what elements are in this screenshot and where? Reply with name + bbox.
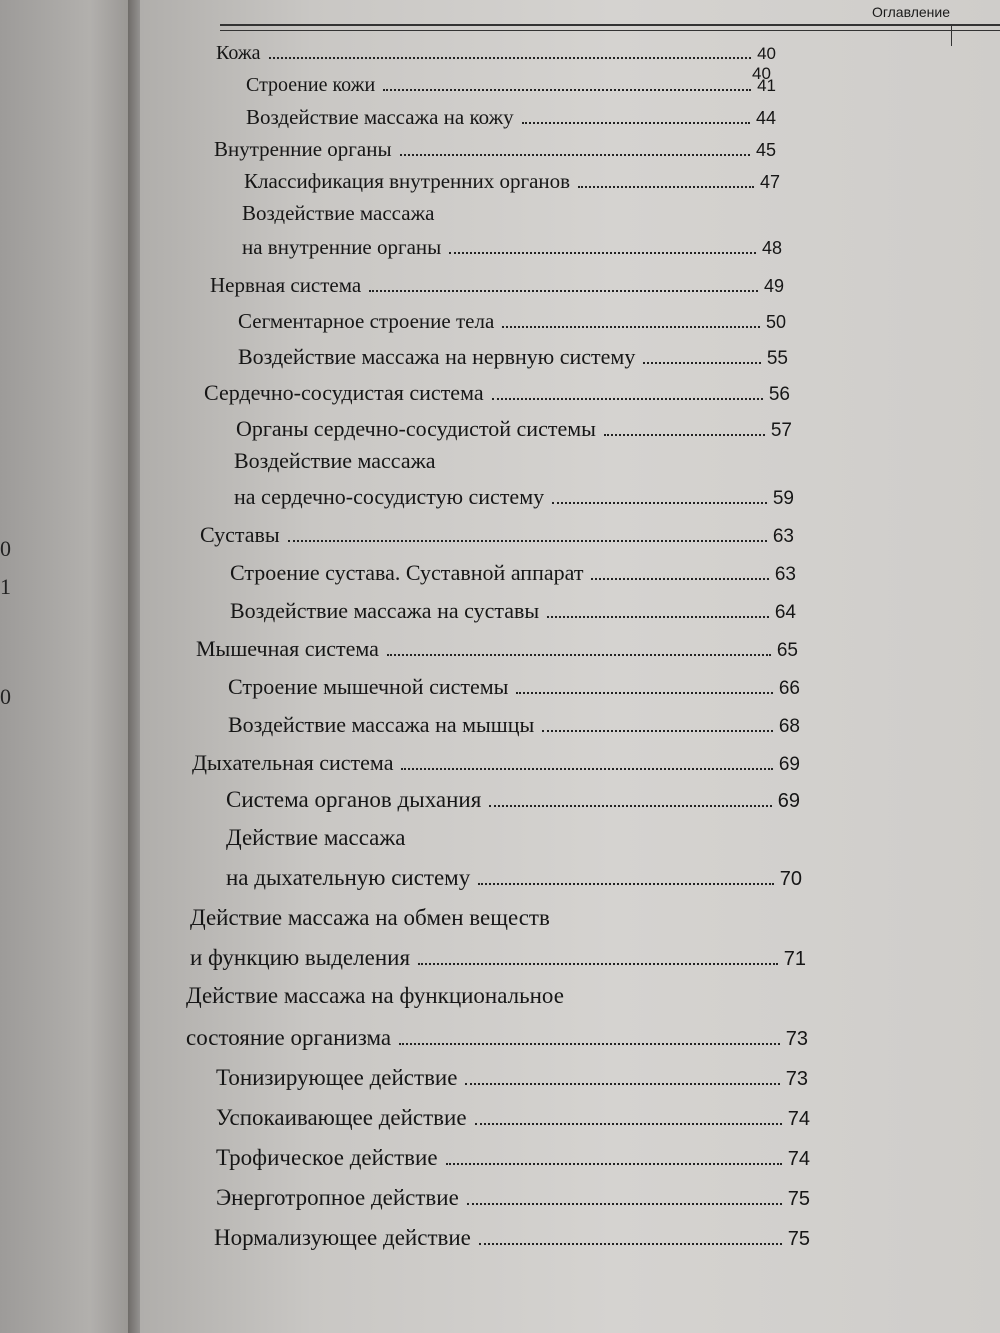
toc-entry-title: Классификация внутренних органов (244, 169, 571, 193)
toc-entry-title: Сердечно-сосудистая система (204, 380, 484, 405)
toc-entry-title: Воздействие массажа на суставы (230, 598, 540, 623)
toc-page-number: 75 (787, 1188, 810, 1210)
toc-entry[interactable] (200, 522, 794, 548)
toc-page-number: 74 (787, 1108, 810, 1130)
dot-leader (604, 434, 765, 436)
dot-leader (492, 398, 763, 400)
toc-page-number: 44 (755, 108, 776, 128)
left-page-number: 1 (0, 574, 11, 599)
toc-page-number: 73 (785, 1028, 808, 1050)
toc-page-number: 64 (774, 602, 796, 623)
toc-entry-title: Внутренние органы (214, 137, 392, 161)
dot-leader (552, 502, 767, 504)
toc-entry-title-line: Действие массажа (226, 825, 406, 850)
toc-entry-title: Строение мышечной системы (228, 674, 509, 699)
dot-leader (467, 1203, 782, 1205)
book-page (140, 0, 1000, 1333)
toc-entry[interactable] (214, 1225, 810, 1251)
toc-page-number: 73 (785, 1068, 808, 1090)
dot-leader (269, 57, 752, 59)
running-head: Оглавление (871, 4, 950, 20)
dot-leader (369, 290, 758, 292)
toc-entry-title-line: Действие массажа на функциональное (186, 983, 564, 1008)
toc-entry-title: Нервная система (210, 273, 362, 297)
toc-entry[interactable] (196, 636, 798, 662)
toc-entry-title-line: Воздействие массажа (242, 201, 435, 225)
dot-leader (400, 154, 750, 156)
dot-leader (479, 1243, 782, 1245)
toc-entry-title-line: Воздействие массажа (234, 448, 436, 473)
toc-page-number: 45 (755, 140, 776, 160)
dot-leader (522, 122, 750, 124)
dot-leader (643, 362, 761, 364)
toc-page-number: 59 (772, 488, 794, 509)
toc-page-number: 71 (783, 948, 806, 970)
dot-leader (383, 89, 751, 91)
toc-entry[interactable] (246, 105, 776, 130)
toc-entry[interactable] (204, 380, 790, 406)
toc-entry-title: Строение кожи (246, 74, 376, 96)
toc-entry-title-line: Действие массажа на обмен веществ (190, 905, 550, 930)
dot-leader (387, 654, 771, 656)
dot-leader (547, 616, 769, 618)
toc-entry-title: на сердечно-сосудистую систему (234, 484, 545, 509)
toc-entry-title: Строение сустава. Суставной аппарат (230, 560, 584, 585)
toc-entry[interactable] (214, 137, 776, 162)
dot-leader (465, 1083, 779, 1085)
toc-entry[interactable] (230, 598, 796, 624)
toc-entry[interactable] (246, 74, 776, 97)
toc-page-number: 69 (778, 754, 800, 775)
dot-leader (446, 1163, 782, 1165)
dot-leader (475, 1123, 782, 1125)
toc-entry[interactable] (228, 712, 800, 738)
dot-leader (591, 578, 768, 580)
toc-page-number: 56 (768, 384, 790, 405)
toc-entry-title: Система органов дыхания (226, 787, 482, 812)
toc-page-number: 70 (779, 868, 802, 890)
toc-page-number: 66 (778, 678, 800, 699)
toc-entry[interactable] (226, 787, 800, 813)
toc-entry-title: Суставы (200, 522, 280, 547)
dot-leader (516, 692, 772, 694)
toc-page-number: 50 (765, 312, 786, 332)
toc-page-number: 74 (787, 1148, 810, 1170)
toc-entry[interactable] (238, 309, 786, 334)
toc-page-number: 69 (777, 790, 800, 812)
toc-entry-title: на дыхательную систему (226, 865, 471, 890)
toc-entry[interactable] (190, 945, 806, 971)
toc-page-number: 47 (759, 172, 780, 192)
left-page-number: 0 (0, 684, 11, 709)
dot-leader (399, 1043, 780, 1045)
toc-page-number: 48 (761, 238, 782, 258)
toc-entry-title: на внутренние органы (242, 235, 442, 259)
dot-leader (502, 326, 760, 328)
toc-entry-title: Энерготропное действие (216, 1185, 459, 1210)
toc-entry[interactable] (244, 169, 780, 194)
toc-entry-title: Воздействие массажа на кожу (246, 105, 514, 129)
dot-leader (578, 186, 754, 188)
toc-entry-title: Трофическое действие (216, 1145, 438, 1170)
toc-entry[interactable] (226, 865, 802, 891)
toc-page-number: 40 (752, 64, 771, 83)
toc-entry[interactable] (216, 1065, 808, 1091)
toc-entry-title: Воздействие массажа на мышцы (228, 712, 535, 737)
toc-entry[interactable] (186, 1025, 808, 1051)
toc-entry[interactable] (230, 560, 796, 586)
toc-entry[interactable] (210, 273, 784, 298)
toc-entry-title: Мышечная система (196, 636, 379, 661)
toc-page-number: 57 (770, 420, 792, 441)
dot-leader (418, 963, 778, 965)
toc-entry[interactable] (236, 416, 792, 442)
dot-leader (489, 805, 771, 807)
toc-entry[interactable] (242, 235, 782, 260)
toc-entry[interactable] (216, 1105, 810, 1131)
toc-entry-title: Воздействие массажа на нервную систему (238, 344, 636, 369)
toc-entry[interactable] (216, 1145, 810, 1171)
toc-page-number: 75 (787, 1228, 810, 1250)
toc-page-number: 40 (757, 44, 776, 63)
dot-leader (288, 540, 767, 542)
toc-entry-title: состояние организма (186, 1025, 392, 1050)
dot-leader (449, 252, 756, 254)
dot-leader (542, 730, 773, 732)
toc-entry-title: Дыхательная система (192, 750, 394, 775)
toc-entry-title: Кожа (216, 42, 261, 64)
toc-entry[interactable] (234, 484, 794, 510)
toc-entry-title: Органы сердечно-сосудистой системы (236, 416, 596, 441)
toc-page-number: 68 (778, 716, 800, 737)
toc-page-number: 41 (757, 76, 776, 95)
toc-page-number: 65 (776, 640, 798, 661)
toc-page-number: 63 (774, 564, 796, 585)
toc-entry-title: Успокаивающее действие (216, 1105, 467, 1130)
toc-entry[interactable] (216, 1185, 810, 1211)
toc-entry[interactable] (192, 750, 800, 776)
toc-entry[interactable] (228, 674, 800, 700)
toc-entry-title: Сегментарное строение тела (238, 309, 495, 333)
toc-page-number: 55 (766, 348, 788, 369)
toc-page-number: 49 (763, 276, 784, 296)
toc-entry-title: Нормализующее действие (214, 1225, 471, 1250)
toc-entry-title: и функцию выделения (190, 945, 411, 970)
dot-leader (401, 768, 772, 770)
toc-entry[interactable] (216, 42, 776, 65)
dot-leader (478, 883, 774, 885)
toc-page-number: 63 (772, 526, 794, 547)
table-of-contents (140, 0, 1000, 1333)
toc-entry-title: Тонизирующее действие (216, 1065, 458, 1090)
left-page-number: 0 (0, 536, 11, 561)
toc-entry[interactable] (238, 344, 788, 370)
